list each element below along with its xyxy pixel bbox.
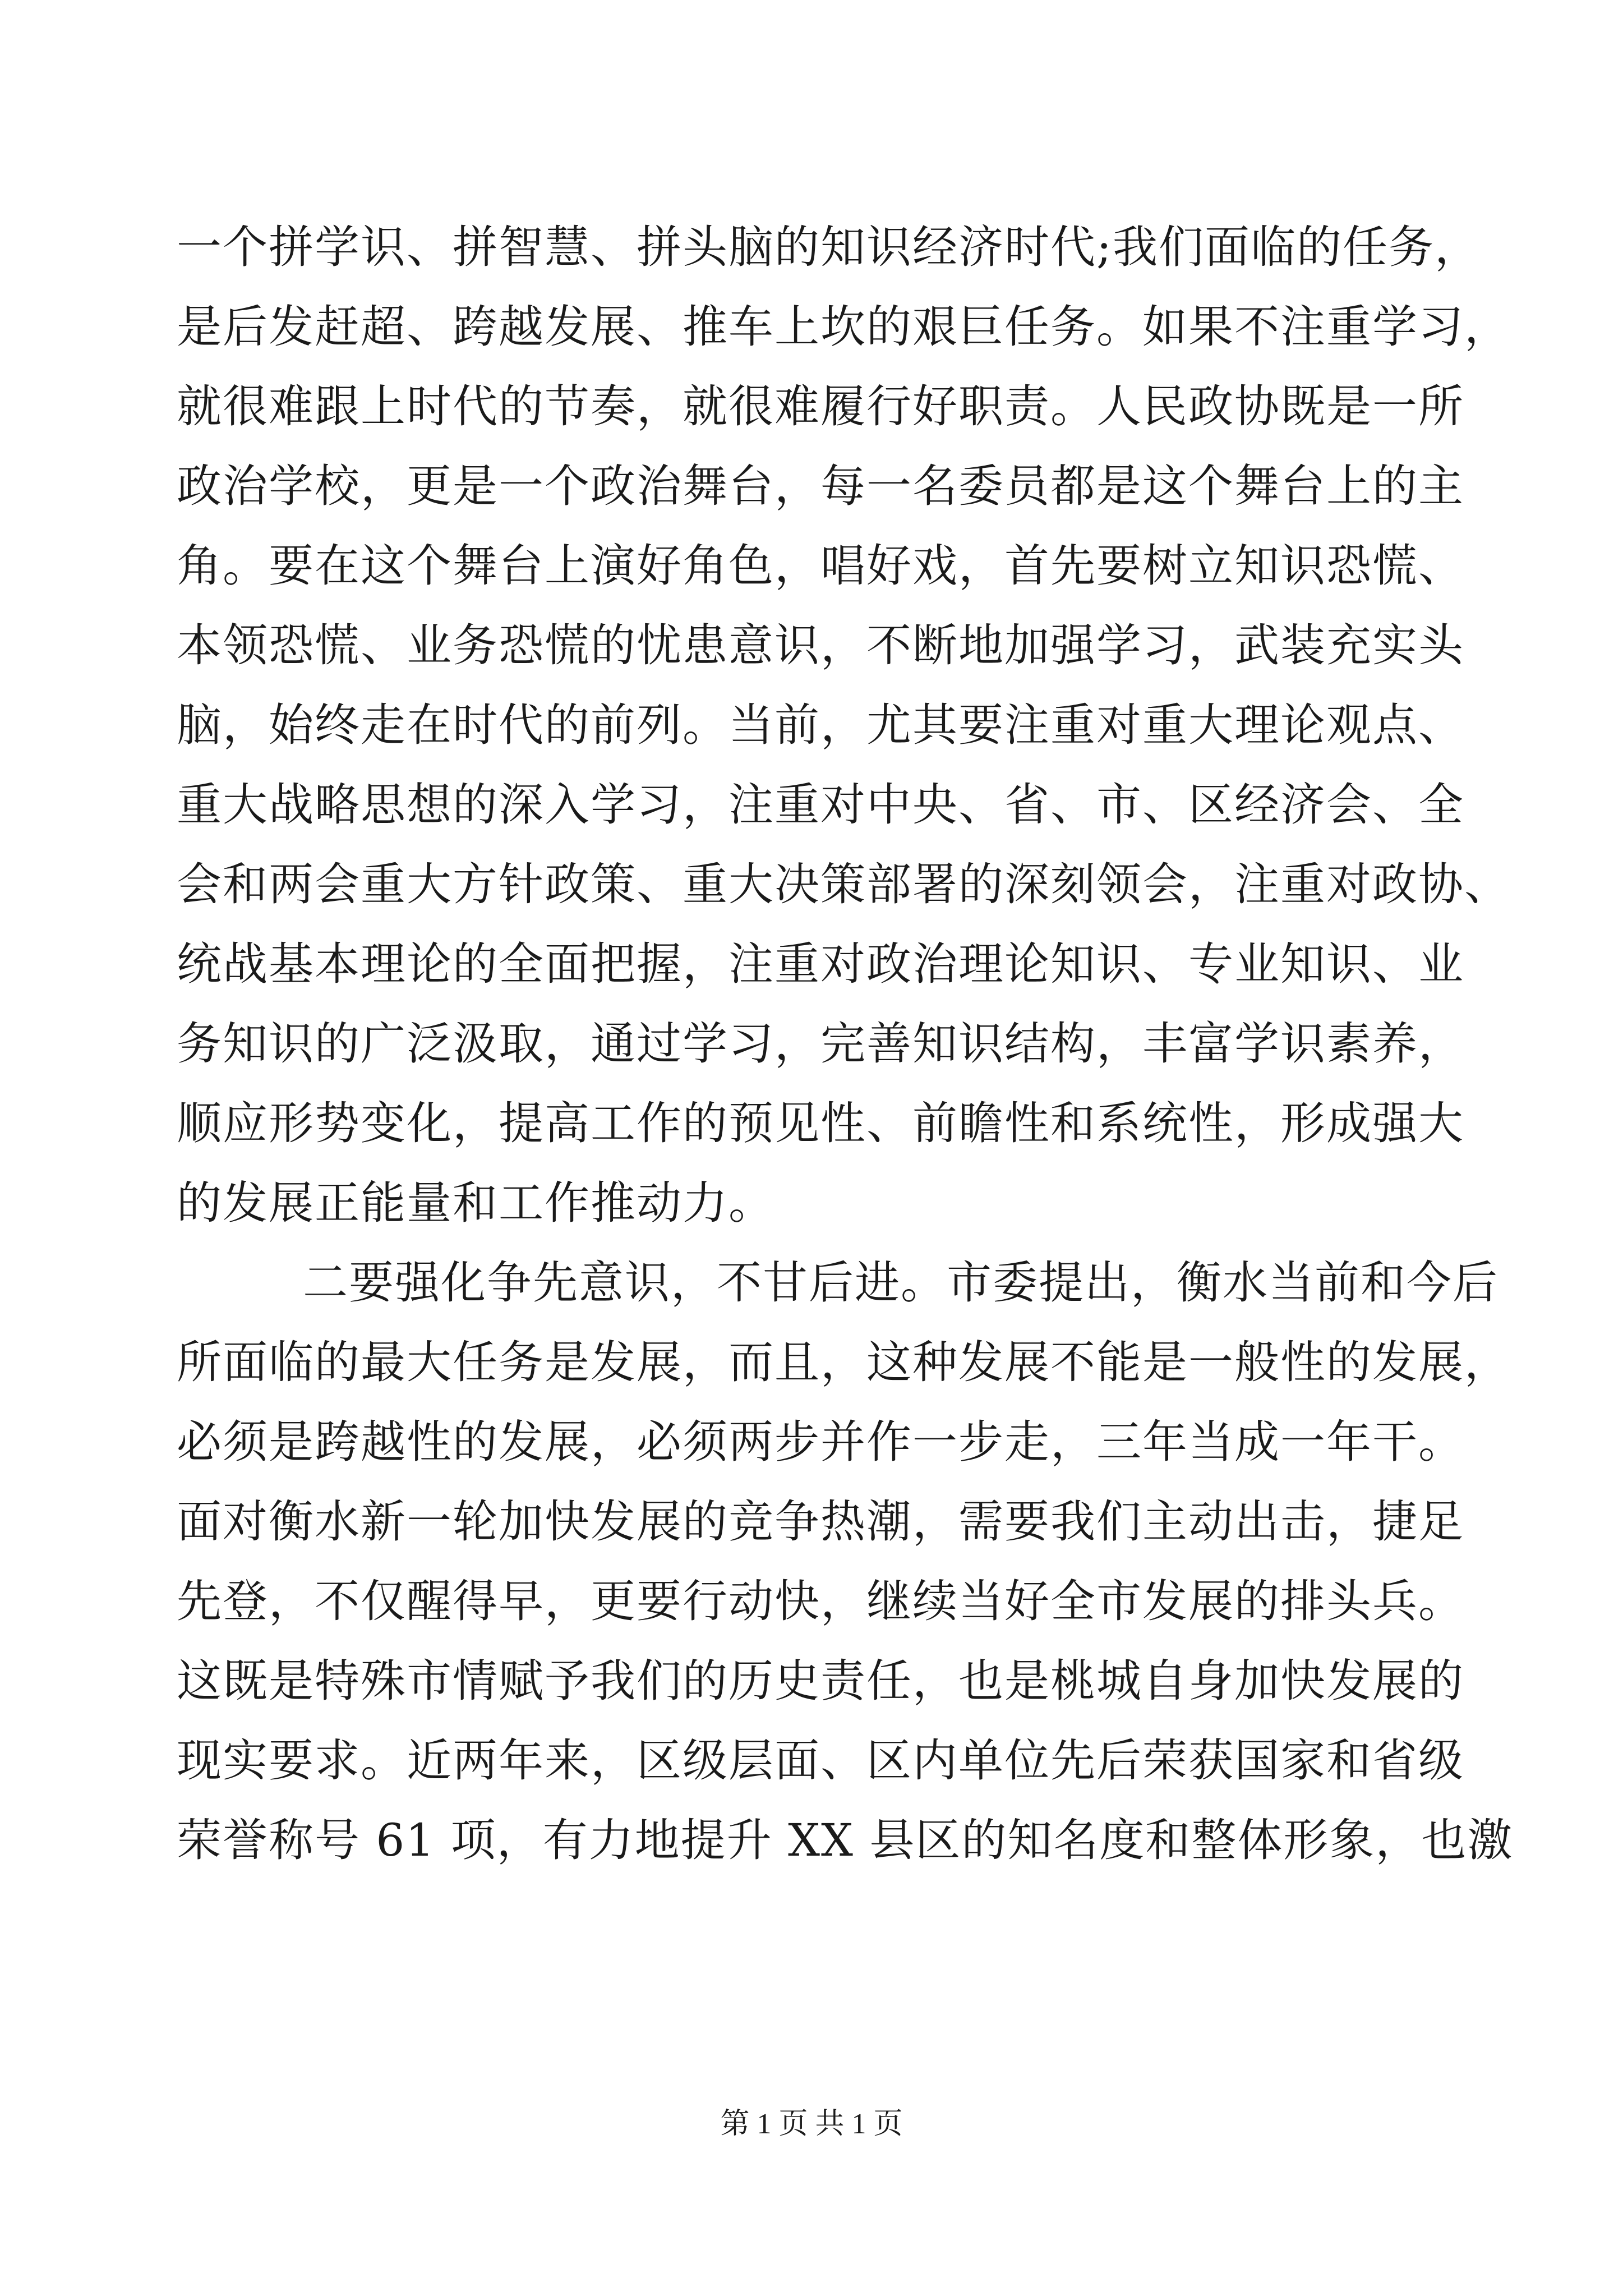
- text-line: 顺应形势变化，提高工作的预见性、前瞻性和系统性，形成强大: [177, 1097, 1464, 1149]
- text-line: 就很难跟上时代的节奏，就很难履行好职责。人民政协既是一所: [177, 380, 1464, 432]
- paragraph-start-line: 二要强化争先意识，不甘后进。市委提出，衡水当前和今后: [303, 1257, 1498, 1309]
- text-line: 重大战略思想的深入学习，注重对中央、省、市、区经济会、全: [177, 779, 1464, 831]
- text-line: 本领恐慌、业务恐慌的忧患意识，不断地加强学习，武装充实头: [177, 619, 1464, 671]
- text-line: 所面临的最大任务是发展，而且，这种发展不能是一般性的发展，: [177, 1336, 1510, 1388]
- page-number-label: 第 1 页 共 1 页: [720, 2108, 903, 2140]
- text-line: 这既是特殊市情赋予我们的历史责任，也是桃城自身加快发展的: [177, 1655, 1464, 1707]
- text-line: 务知识的广泛汲取，通过学习，完善知识结构，丰富学识素养，: [177, 1018, 1464, 1070]
- text-line: 统战基本理论的全面把握，注重对政治理论知识、专业知识、业: [177, 938, 1464, 990]
- text-line: 脑，始终走在时代的前列。当前，尤其要注重对重大理论观点、: [177, 699, 1464, 751]
- text-line: 现实要求。近两年来，区级层面、区内单位先后荣获国家和省级: [177, 1734, 1464, 1787]
- document-body: [177, 208, 1514, 1880]
- text-line: 政治学校，更是一个政治舞台，每一名委员都是这个舞台上的主: [177, 460, 1464, 512]
- text-line: 是后发赶超、跨越发展、推车上坎的艰巨任务。如果不注重学习，: [177, 301, 1510, 353]
- text-line: 角。要在这个舞台上演好角色，唱好戏，首先要树立知识恐慌、: [177, 540, 1464, 592]
- text-line: 荣誉称号 61 项，有力地提升 XX 县区的知名度和整体形象，也激: [177, 1814, 1514, 1866]
- text-line: 会和两会重大方针政策、重大决策部署的深刻领会，注重对政协、: [177, 858, 1510, 910]
- text-line: 必须是跨越性的发展，必须两步并作一步走，三年当成一年干。: [177, 1416, 1464, 1468]
- text-line: 一个拼学识、拼智慧、拼头脑的知识经济时代;我们面临的任务，: [177, 221, 1481, 273]
- text-line: 面对衡水新一轮加快发展的竞争热潮，需要我们主动出击，捷足: [177, 1496, 1464, 1548]
- text-line: 先登，不仅醒得早，更要行动快，继续当好全市发展的排头兵。: [177, 1575, 1464, 1627]
- page-footer: [0, 2105, 1623, 2144]
- text-line: 的发展正能量和工作推动力。: [177, 1177, 774, 1229]
